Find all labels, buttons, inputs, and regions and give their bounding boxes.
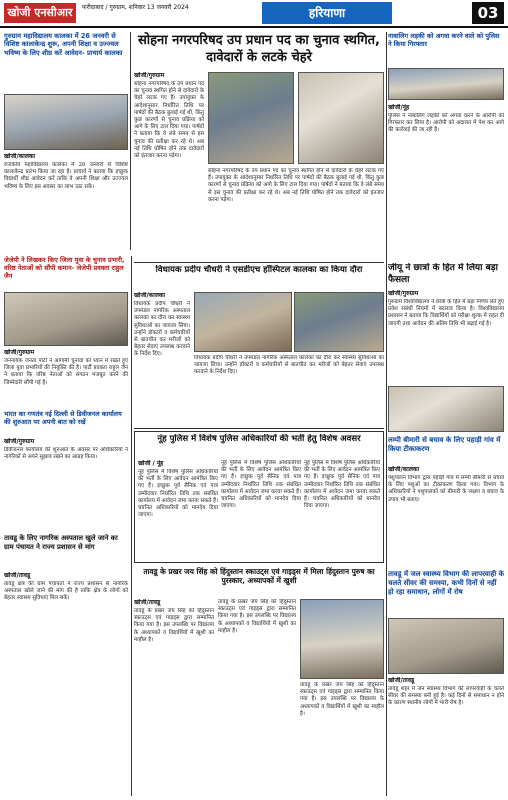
story-gu-decision — [388, 263, 504, 383]
story-headline: विधायक प्रदीप चौधरी ने एसडीएच हॉस्पिटल कालका का किया दौरा — [155, 265, 363, 275]
news-photo — [208, 72, 294, 164]
story-headline: नाबालिग लड़की को अगवा करने वाले को पुलिस ने किया गिरफ्तार — [388, 32, 500, 49]
story-body: जननायक जनता पार्टी ने आगामी चुनावों को ध्यान में रखते हुए जिला युवा प्रभारियों की नियुक्ति की है। पार्टी प्रवक्ता राहुल जैन ने बताया कि वरिष्ठ नेताओं को संगठन मजबूत करने की जिम्मेदारी सौंपी गई है। — [4, 358, 128, 386]
story-body-continued: नूंह पुलिस में विशेष पुलिस अधिकारियों की भर्ती के लिए आवेदन आमंत्रित किए गए हैं। इच्छुक पूर्व सैनिक एवं पात्र उम्मीदवार निर्धारित तिथि तक संबंधित कार्यालय में आवेदन जमा करवा सकते हैं। चयनित अधिकारियों को मानदेय दिया जाएगा। — [221, 460, 301, 510]
story-headline: लम्पी बीमारी से बचाव के लिए पहाड़ी गांव में किया टीकाकरण — [388, 436, 501, 453]
story-dateline: खोजी/गुरुग्राम — [388, 290, 419, 297]
story-headline: नूंह पुलिस में विशेष पुलिस अधिकारियों की भर्ती हेतु विशेष अवसर — [157, 434, 361, 444]
story-body: विधायक प्रदीप चौधरी ने उपमंडल नागरिक अस्पताल कालका का दौरा कर स्वास्थ्य सुविधाओं का जायजा लिया। उन्होंने डॉक्टरों व कर्मचारियों से बातचीत कर मरीजों को बेहतर सेवाएं उपलब्ध करवाने के निर्देश दिए। — [134, 301, 190, 358]
story-tawdu-hospital — [4, 534, 128, 796]
story-headline: भारत का गणतंत्र नई दिल्ली से डिवीजनल कार्यालय की शुरुआत पर अपनी बात को रखें — [4, 410, 122, 427]
story-headline: सोहना नगरपरिषद उप प्रधान पद का चुनाव स्थगित, दावेदारों के लटके चेहरे — [138, 33, 380, 65]
news-photo — [388, 386, 504, 432]
story-headline: जीयू ने छात्रों के हित में लिया बड़ा फैसला — [388, 263, 498, 285]
column-rule — [130, 32, 131, 250]
story-lumpy-vaccination — [388, 436, 504, 566]
story-dateline: खोजी/गुरुग्राम — [4, 349, 35, 356]
story-dateline: खोजी/गुरुग्राम — [134, 72, 165, 79]
story-dateline: खोजी/तावडू — [4, 572, 31, 579]
newspaper-logo: खोजी एनसीआर — [4, 3, 76, 23]
section-rule — [134, 428, 384, 429]
story-body: नूंह पुलिस में विशेष पुलिस अधिकारियों की भर्ती के लिए आवेदन आमंत्रित किए गए हैं। इच्छुक पूर्व सैनिक एवं पात्र उम्मीदवार निर्धारित तिथि तक संबंधित कार्यालय में आवेदन जमा करवा सकते हैं। चयनित अधिकारियों को मानदेय दिया जाएगा। — [138, 469, 218, 519]
news-photo — [388, 68, 504, 100]
story-dateline: खोजी/कालका — [134, 292, 166, 299]
story-body: तावडू क्षेत्र की ग्राम पंचायतों ने राज्य प्रशासन से नागरिक अस्पताल खोले जाने की मांग की है ताकि क्षेत्र के लोगों को बेहतर स्वास्थ्य सुविधाएं मिल सकें। — [4, 581, 128, 602]
story-divisional-office — [4, 410, 128, 530]
story-body: पशुपालन विभाग द्वारा पहाड़ी गांव में लम्पी बीमारी से बचाव के लिए पशुओं का टीकाकरण किया गया। विभाग के अधिकारियों ने पशुपालकों को बीमारी के लक्षण व बचाव के उपाय भी बताए। — [388, 475, 504, 503]
story-dateline: खोजी/कालका — [388, 466, 420, 473]
section-title: हरियाणा — [262, 2, 392, 24]
masthead — [0, 0, 508, 28]
story-headline: जेजेपी ने लिखकर किए जिला युवा के चुनाव प्रभारी, वरिष्ठ नेताओं को सौंपी कमान- जेजेपी प्रवक्ता राहुल जैन — [4, 256, 125, 281]
story-sohna-election — [134, 32, 384, 260]
story-dateline: खोजी/कालका — [4, 153, 36, 160]
story-headline: गुरुग्राम महाविद्यालय कालका में 26 जनवरी से विशिष्ट कालाकेन्द्र शुरू, अपनी शिक्षा व उज्ज्वल भविष्य के लिए शीघ्र करें आवेदन- प्राचार्य कालका — [4, 32, 123, 57]
story-body: तावडू के प्रखर जय सिंह को हिंदुस्तान स्काउट्स एवं गाइड्स द्वारा सम्मानित किया गया है। इस उपलब्धि पर विद्यालय के अध्यापकों व विद्यार्थियों में खुशी का माहौल है। — [134, 608, 214, 643]
news-photo — [294, 292, 384, 352]
news-photo — [194, 292, 292, 352]
edition-date: फरीदाबाद / गुरुग्राम, शनिवार 13 जनवरी 2024 — [82, 4, 189, 11]
story-dateline: खोजी/गुरुग्राम — [4, 438, 35, 445]
story-body-continued: तावडू के प्रखर जय सिंह को हिंदुस्तान स्काउट्स एवं गाइड्स द्वारा सम्मानित किया गया है। इस उपलब्धि पर विद्यालय के अध्यापकों व विद्यार्थियों में खुशी का माहौल है। — [300, 682, 384, 717]
news-photo — [4, 94, 128, 150]
section-rule — [134, 262, 384, 263]
story-body-continued: नूंह पुलिस में विशेष पुलिस अधिकारियों की भर्ती के लिए आवेदन आमंत्रित किए गए हैं। इच्छुक पूर्व सैनिक एवं पात्र उम्मीदवार निर्धारित तिथि तक संबंधित कार्यालय में आवेदन जमा करवा सकते हैं। चयनित अधिकारियों को मानदेय दिया जाएगा। — [304, 460, 380, 510]
column-rule — [386, 32, 387, 796]
story-body: पुलिस ने नाबालिग लड़की को अगवा करने के आरोपी को गिरफ्तार कर लिया है। आरोपी को अदालत में पेश कर आगे की कार्रवाई की जा रही है। — [388, 113, 504, 134]
story-headline: तावडू के लिए नागरिक अस्पताल खुले जाने का ग्राम पंचायत ने राज्य प्रशासन से मांग — [4, 534, 118, 551]
page-number: 03 — [472, 2, 504, 24]
story-dateline: खोजी/तावडू — [134, 599, 161, 606]
news-photo — [4, 292, 128, 346]
story-tawdu-scouts — [134, 567, 384, 796]
story-police-arrest — [388, 32, 504, 260]
story-body-continued: तावडू के प्रखर जय सिंह को हिंदुस्तान स्काउट्स एवं गाइड्स द्वारा सम्मानित किया गया है। इस उपलब्धि पर विद्यालय के अध्यापकों व विद्यार्थियों में खुशी का माहौल है। — [218, 599, 296, 634]
story-body: राजकीय महाविद्यालय कालका में 26 जनवरी से विशिष्ट कालाकेन्द्र प्रारंभ किया जा रहा है। प्राचार्य ने बताया कि इच्छुक विद्यार्थी शीघ्र आवेदन करें ताकि वे अपनी शिक्षा और उज्ज्वल भविष्य के लिए इस अवसर का लाभ उठा सकें। — [4, 162, 128, 190]
story-headline: तावडू में जल स्वास्थ्य विभाग की लापरवाही के चलते सीवर की समस्या, कभी दिनों से नहीं हो रहा समाधान, लोगों में रोष — [388, 570, 504, 596]
story-jjp — [4, 256, 128, 406]
story-body: तावडू शहर में जन स्वास्थ्य विभाग की लापरवाही के चलते सीवर की समस्या बनी हुई है। कई दिनों से समाधान न होने के कारण स्थानीय लोगों में भारी रोष है। — [388, 686, 504, 707]
story-body-continued: सोहना नगरपरिषद के उप प्रधान पद का चुनाव स्थगित होने से दावेदारों के चेहरे लटक गए हैं। उपायुक्त के आदेशानुसार निर्धारित तिथि पर पार्षदों की बैठक बुलाई गई थी, किंतु कुछ कारणों से चुनाव प्रक्रिया को आगे के लिए टाल दिया गया। पार्षदों ने बताया कि वे लंबे समय से इस चुनाव की प्रतीक्षा कर रहे थे। अब नई तिथि घोषित होने तक दावेदारों को इंतजार करना पड़ेगा। — [208, 168, 384, 203]
news-photo — [298, 72, 384, 164]
story-mla-visit — [134, 265, 384, 425]
story-body: सोहना नगरपरिषद के उप प्रधान पद का चुनाव स्थगित होने से दावेदारों के चेहरे लटक गए हैं। उपायुक्त के आदेशानुसार निर्धारित तिथि पर पार्षदों की बैठक बुलाई गई थी, किंतु कुछ कारणों से चुनाव प्रक्रिया को आगे के लिए टाल दिया गया। पार्षदों ने बताया कि वे लंबे समय से इस चुनाव की प्रतीक्षा कर रहे थे। अब नई तिथि घोषित होने तक दावेदारों को इंतजार करना पड़ेगा। — [134, 81, 204, 160]
news-photo — [300, 599, 384, 679]
story-dateline: खोजी/तावडू — [388, 677, 415, 684]
column-rule — [131, 256, 132, 796]
story-body: डिवीजनल कार्यालय की शुरुआत के अवसर पर अधिकारियों ने नागरिकों से अपने सुझाव रखने का आग्रह किया। — [4, 447, 128, 461]
story-body-continued: विधायक प्रदीप चौधरी ने उपमंडल नागरिक अस्पताल कालका का दौरा कर स्वास्थ्य सुविधाओं का जायजा लिया। उन्होंने डॉक्टरों व कर्मचारियों से बातचीत कर मरीजों को बेहतर सेवाएं उपलब्ध करवाने के निर्देश दिए। — [194, 355, 384, 376]
story-dateline: खोजी / नूंह — [138, 460, 164, 467]
news-photo — [388, 618, 504, 674]
story-body: गुरुग्राम विश्वविद्यालय ने छात्रों के हित में बड़ा निर्णय लेते हुए प्रवेश संबंधी नियमों में बदलाव किया है। विश्वविद्यालय प्रशासन ने बताया कि विद्यार्थियों को परीक्षा शुल्क में राहत दी जाएगी तथा आवेदन की अंतिम तिथि भी बढ़ाई गई है। — [388, 299, 504, 327]
story-college-kalka — [4, 32, 128, 252]
story-headline: तावडू के प्रखर जय सिंह को हिंदुस्तान स्काउट्स एवं गाइड्स में मिला हिंदुस्तान पुरुष का पुरस्कार, अध्यापकों में खुशी — [143, 567, 375, 586]
story-dateline: खोजी/नूंह — [388, 104, 410, 111]
story-nuh-police-recruitment — [134, 431, 384, 563]
story-tawdu-sewer — [388, 570, 504, 796]
